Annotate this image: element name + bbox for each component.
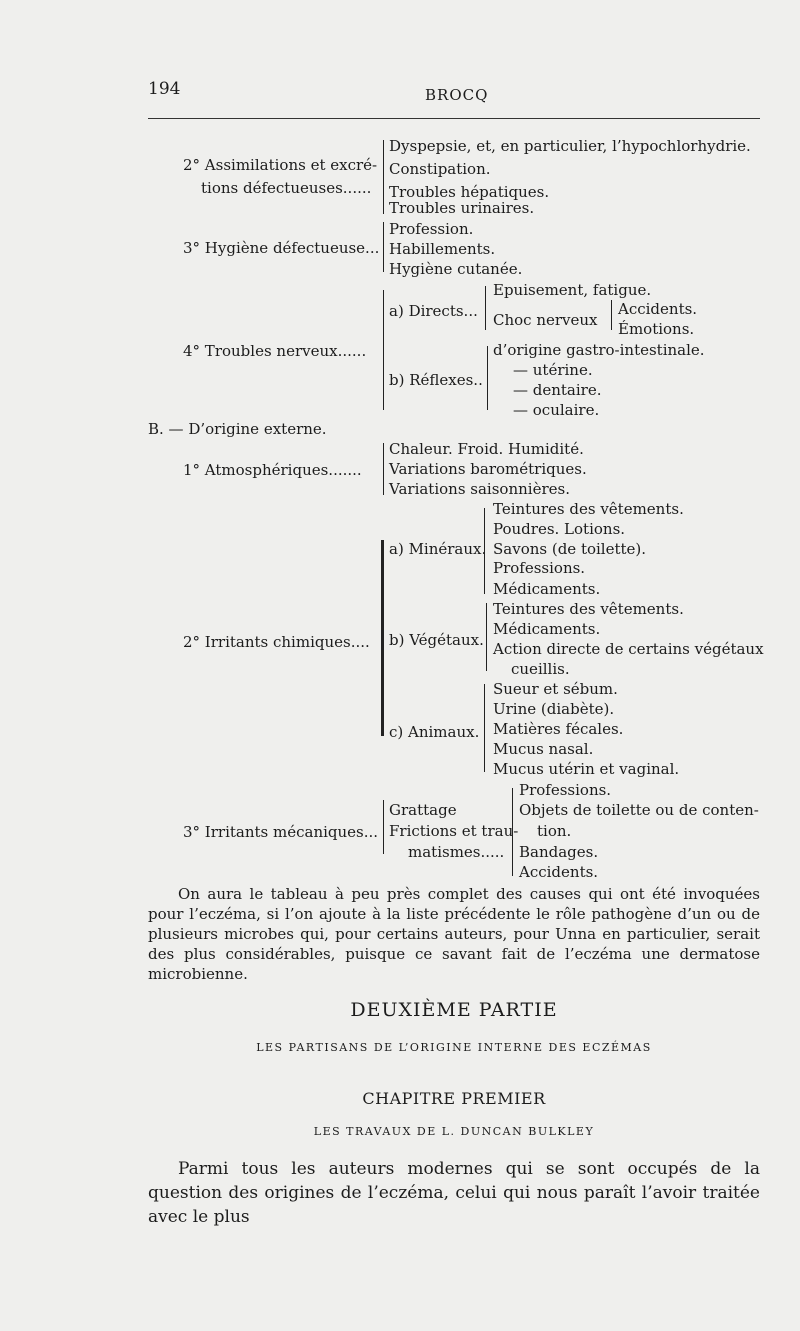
- b3-item: Bandages.: [519, 843, 599, 861]
- paragraph-bulkley: Parmi tous les auteurs modernes qui se sont occupés de la question des origines de l’eczéma, celui qui nous paraît l’avoir traitée avec le plus: [148, 1159, 760, 1227]
- b1-brace: [383, 443, 384, 495]
- a4-epuisement: Epuisement, fatigue.: [493, 281, 652, 299]
- running-title: BROCQ: [425, 86, 489, 104]
- directs-brace: [485, 286, 486, 330]
- paragraph-causes: On aura le tableau à peu près complet des causes qui ont été invoquées pour l’eczéma, si l’on ajoute à la liste précédente le rôle pathogène d’un ou de plusieurs microbes qui, pour certains auteurs, pour Unna en particulier, serait des plus considérables, puisque ce savant fait de l’eczéma une dermatose microbienne.: [148, 885, 760, 983]
- b1-item: Variations saisonnières.: [389, 480, 570, 498]
- a2-item: Dyspepsie, et, en particulier, l’hypochlorhydrie.: [389, 137, 751, 155]
- mineraux-brace: [484, 508, 485, 594]
- a3-brace: [383, 222, 384, 272]
- b3-items-brace: [512, 788, 513, 876]
- chapter-subtitle: LES TRAVAUX DE L. DUNCAN BULKLEY: [313, 1125, 595, 1138]
- b1-item: Chaleur. Froid. Humidité.: [389, 440, 584, 458]
- vegetaux-item: cueillis.: [511, 660, 570, 678]
- vegetaux-brace: [486, 603, 487, 671]
- b3-item: Objets de toilette ou de conten-: [519, 801, 759, 819]
- b2-animaux: c) Animaux.: [389, 723, 480, 741]
- mineraux-item: Médicaments.: [493, 580, 601, 598]
- a3-item: Hygiène cutanée.: [389, 260, 523, 278]
- chapter-title: CHAPITRE PREMIER: [362, 1089, 546, 1108]
- a4-choc: Choc nerveux: [493, 311, 598, 329]
- vegetaux-item: Action directe de certains végétaux: [493, 640, 764, 658]
- a2-label-line2: tions défectueuses......: [201, 179, 372, 197]
- a2-item: Troubles urinaires.: [389, 199, 535, 217]
- a4-accidents: Accidents.: [618, 300, 698, 318]
- mineraux-item: Poudres. Lotions.: [493, 520, 626, 538]
- b3-label: 3° Irritants mécaniques...: [183, 823, 379, 841]
- part-subtitle: LES PARTISANS DE L’ORIGINE INTERNE DES ECZÉMAS: [256, 1041, 652, 1054]
- b3-item: Professions.: [519, 781, 612, 799]
- header-rule: [148, 118, 760, 119]
- a3-item: Habillements.: [389, 240, 496, 258]
- a2-label-line1: 2° Assimilations et excré-: [183, 156, 378, 174]
- b2-brace: [381, 540, 384, 736]
- a3-label: 3° Hygiène défectueuse...: [183, 239, 380, 257]
- b1-item: Variations barométriques.: [389, 460, 587, 478]
- reflex-item: d’origine gastro-intestinale.: [493, 341, 705, 359]
- vegetaux-item: Teintures des vêtements.: [493, 600, 684, 618]
- page-number: 194: [148, 79, 181, 99]
- animaux-item: Urine (diabète).: [493, 700, 615, 718]
- a4-reflexes: b) Réflexes..: [389, 371, 483, 389]
- a4-directs: a) Directs...: [389, 302, 478, 320]
- a2-brace: [383, 140, 384, 214]
- animaux-item: Matières fécales.: [493, 720, 624, 738]
- mineraux-item: Savons (de toilette).: [493, 540, 647, 558]
- part-title: DEUXIÈME PARTIE: [350, 999, 558, 1021]
- a2-item: Constipation.: [389, 160, 491, 178]
- b3-grattage: Grattage: [389, 801, 457, 819]
- b2-vegetaux: b) Végétaux.: [389, 631, 484, 649]
- animaux-item: Mucus nasal.: [493, 740, 594, 758]
- b3-item: Accidents.: [519, 863, 599, 881]
- mineraux-item: Professions.: [493, 559, 586, 577]
- mineraux-item: Teintures des vêtements.: [493, 500, 684, 518]
- vegetaux-item: Médicaments.: [493, 620, 601, 638]
- reflexes-brace: [487, 346, 488, 410]
- b2-mineraux: a) Minéraux.: [389, 540, 487, 558]
- b3-brace: [383, 800, 384, 854]
- a4-label: 4° Troubles nerveux......: [183, 342, 367, 360]
- a4-emotions: Émotions.: [618, 320, 695, 338]
- animaux-item: Mucus utérin et vaginal.: [493, 760, 680, 778]
- reflex-item: — utérine.: [513, 361, 593, 379]
- b3-item: tion.: [537, 822, 572, 840]
- animaux-brace: [484, 684, 485, 772]
- a4-brace: [383, 290, 384, 410]
- a3-item: Profession.: [389, 220, 474, 238]
- b2-label: 2° Irritants chimiques....: [183, 633, 370, 651]
- animaux-item: Sueur et sébum.: [493, 680, 618, 698]
- b3-frictions: matismes.....: [408, 843, 505, 861]
- section-b-heading: B. — D’origine externe.: [148, 420, 327, 438]
- choc-brace: [611, 300, 612, 330]
- b1-label: 1° Atmosphériques.......: [183, 461, 362, 479]
- b3-frictions: Frictions et trau-: [389, 822, 519, 840]
- reflex-item: — dentaire.: [513, 381, 602, 399]
- reflex-item: — oculaire.: [513, 401, 600, 419]
- a2-item: Troubles hépatiques.: [389, 183, 550, 201]
